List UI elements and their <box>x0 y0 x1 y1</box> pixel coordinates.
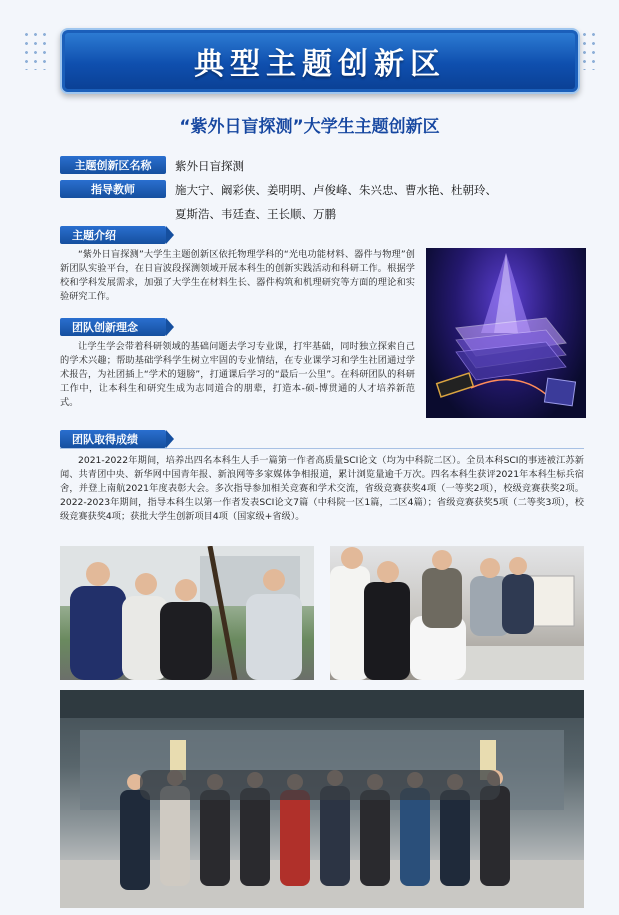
photo-students-outdoor <box>60 546 314 680</box>
philosophy-heading: 团队创新理念 <box>60 318 166 336</box>
intro-text: “紫外日盲探测”大学生主题创新区依托物理学科的“光电功能材料、器件与物理”创新团队实验平台，在日盲波段探测领域开展本科生的创新实践活动和科研工作。根据学校和学科发展需求，加强了大学生在材料生长、器件构筑和机理研究等方面的理论和实验研究工作。 <box>60 249 415 302</box>
signal-curve <box>471 380 548 396</box>
page-subtitle: “紫外日盲探测”大学生主题创新区 <box>179 117 440 137</box>
photo-students-outdoor-graphic <box>60 546 314 680</box>
achievements-divider <box>60 448 584 449</box>
photo-team-group-graphic <box>60 690 584 908</box>
photo-lab-work-graphic <box>330 546 584 680</box>
building-canopy <box>60 690 584 718</box>
philosophy-text: 让学生学会带着科研领域的基础问题去学习专业课，打牢基础，同时独立探索自己的学术兴趣；帮助基础学科学生树立牢固的专业情结，在专业课学习和学生社团通过学术报告，为社团插上“学术的翅膀”，打通课后学习的“最后一公里”。在科研团队的科研工作中，让本科生和研究生成为志同道合的朋辈，打造本-硕-博贯通的人才培养新范式。 <box>60 341 415 408</box>
name-label: 主题创新区名称 <box>60 156 166 174</box>
achievements-heading: 团队取得成绩 <box>60 430 166 448</box>
title-banner <box>60 28 580 94</box>
name-value: 紫外日盲探测 <box>175 159 244 173</box>
banner-title: 典型主题创新区 <box>194 47 446 82</box>
lab-instrument <box>530 576 574 626</box>
achievements-text: 2021-2022年期间，培养出四名本科生人手一篇第一作者高质量SCI论文（均为中科院二区）。全员本科SCI的事迹被江苏新闻、共青团中央、新华网中国青年报、新浪网等多家媒体争相报道，累计浏览量逾千万次。四名本科生获评2021年本科生标兵宿舍，并登上南航2021年度表彰大会。多次指导参加相关竞赛和学术交流，省级竞赛获奖4项（一等奖2项），校级竞赛获奖2项。2022-2023年期间，指导本科生以第一作者发表SCI论文7篇（中科院一区1篇，二区4篇）；省级竞赛获奖5项（二等奖3项），校级竞赛获奖4项；获批大学生创新项目4项（国家级+省级）。 <box>60 455 584 522</box>
lab-bench <box>450 646 584 680</box>
photo-lab-work <box>330 546 584 680</box>
advisor-line-2: 夏斯浩、韦廷查、王长顺、万鹏 <box>175 207 336 221</box>
advisor-label: 指导教师 <box>60 180 166 198</box>
photo-team-group <box>60 690 584 908</box>
uv-detector-graphic <box>426 248 586 418</box>
decor-dots-left <box>22 30 48 70</box>
chip-shape <box>437 373 474 397</box>
intro-heading: 主题介绍 <box>60 226 166 244</box>
advisor-line-1: 施大宁、阚彩侠、姜明明、卢俊峰、朱兴忠、曹水艳、杜朝玲、 <box>175 183 497 197</box>
students-group <box>70 562 302 680</box>
uv-detector-illustration <box>426 248 586 418</box>
device-cube <box>544 378 575 406</box>
